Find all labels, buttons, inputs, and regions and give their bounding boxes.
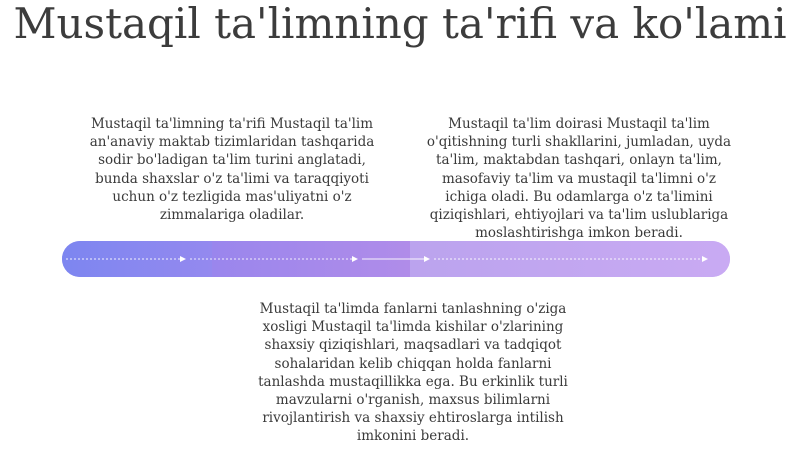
timeline-arrows [62, 241, 730, 277]
scope-text: Mustaqil ta'lim doirasi Mustaqil ta'lim o'qitishning turli shakllarini, jumladan, uyda ta'lim, maktabdan tashqari, onlayn ta'lim, masofaviy ta'lim va mustaqil ta'limni o'z ichiga oladi. Bu odamlarga o'z ta'limini qiziqishlari, ehtiyojlari va ta'lim uslublariga moslashtirishga imkon beradi. [426, 116, 732, 242]
arrow-right-icon [362, 256, 430, 262]
arrow-right-icon [66, 256, 186, 262]
subject-choice-text: Mustaqil ta'limda fanlarni tanlashning o'ziga xosligi Mustaqil ta'limda kishilar o'zlarining shaxsiy qiziqishlari, maqsadlari va tadqiqot sohalaridan kelib chiqqan holda fanlarni tanlashda mustaqillikka ega. Bu erkinlik turli mavzularni o'rganish, maxsus bilimlarni rivojlantirish va shaxsiy ehtiroslarga intilish imkonini beradi. [258, 301, 568, 445]
slide-title: Mustaqil ta'limning ta'rifi va ko'lami [13, 0, 787, 48]
definition-text: Mustaqil ta'limning ta'rifi Mustaqil ta'lim an'anaviy maktab tizimlaridan tashqarida sodir bo'ladigan ta'lim turini anglatadi, bunda shaxslar o'z ta'limi va taraqqiyoti uchun o'z tezligida mas'uliyatni o'z zimmalariga oladilar. [89, 116, 375, 224]
arrow-right-icon [190, 256, 358, 262]
arrow-right-icon [434, 256, 708, 262]
timeline-bar [62, 241, 730, 277]
